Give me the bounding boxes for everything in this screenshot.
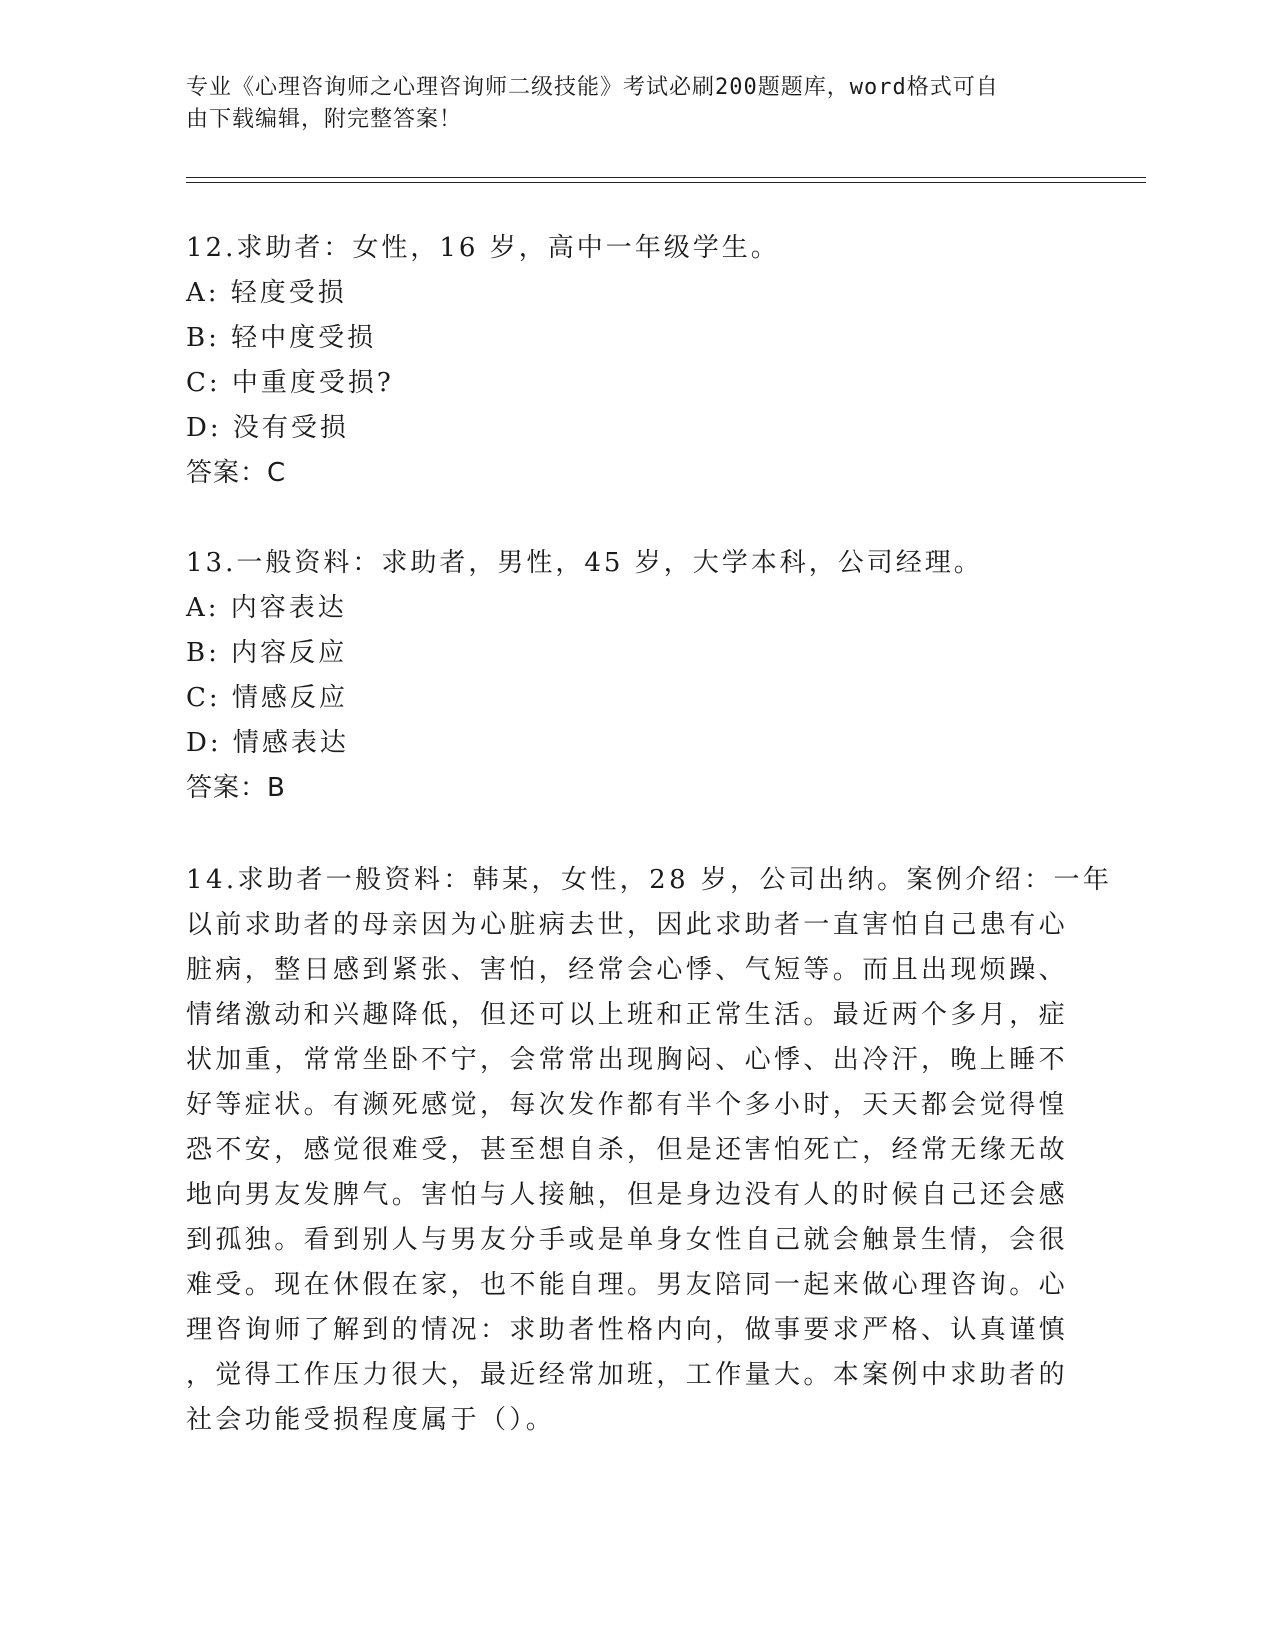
option-c: C: 中重度受损? (186, 368, 394, 398)
header-line-1: 专业《心理咨询师之心理咨询师二级技能》考试必刷200题题库，word格式可自 (186, 75, 999, 100)
question-13 (186, 541, 1086, 811)
question-stem-line: 脏病，整日感到紧张、害怕，经常会心悸、气短等。而且出现烦躁、 (186, 955, 1069, 985)
question-stem: 13.一般资料：求助者，男性，45 岁，大学本科，公司经理。 (186, 548, 983, 578)
question-stem-line: ，觉得工作压力很大，最近经常加班，工作量大。本案例中求助者的 (186, 1360, 1069, 1390)
option-b: B: 内容反应 (186, 638, 348, 668)
document-header (186, 72, 1066, 136)
question-stem-line: 到孤独。看到别人与男友分手或是单身女性自己就会触景生情，会很 (186, 1225, 1069, 1255)
question-stem: 12.求助者：女性，16 岁，高中一年级学生。 (186, 233, 780, 263)
question-14 (186, 858, 1113, 1443)
option-a: A: 轻度受损 (186, 278, 347, 308)
option-b: B: 轻中度受损 (186, 323, 377, 353)
option-d: D: 情感表达 (186, 728, 349, 758)
question-stem-line: 地向男友发脾气。害怕与人接触，但是身边没有人的时候自己还会感 (186, 1180, 1069, 1210)
question-stem-line: 难受。现在休假在家，也不能自理。男友陪同一起来做心理咨询。心 (186, 1270, 1069, 1300)
option-c: C: 情感反应 (186, 683, 348, 713)
question-stem-line: 以前求助者的母亲因为心脏病去世，因此求助者一直害怕自己患有心 (186, 910, 1069, 940)
header-divider-top (186, 177, 1146, 178)
question-stem-line: 好等症状。有濒死感觉，每次发作都有半个多小时，天天都会觉得惶 (186, 1090, 1069, 1120)
option-a: A: 内容表达 (186, 593, 347, 623)
question-stem-line: 社会功能受损程度属于（）。 (186, 1405, 556, 1435)
question-stem-line: 理咨询师了解到的情况：求助者性格内向，做事要求严格、认真谨慎 (186, 1315, 1069, 1345)
question-stem-line: 14.求助者一般资料：韩某，女性，28 岁，公司出纳。案例介绍：一年 (186, 865, 1113, 895)
answer-line: 答案：B (186, 773, 286, 803)
question-stem-line: 状加重，常常坐卧不宁，会常常出现胸闷、心悸、出冷汗，晚上睡不 (186, 1045, 1069, 1075)
question-12 (186, 226, 1086, 496)
question-stem-line: 情绪激动和兴趣降低，但还可以上班和正常生活。最近两个多月，症 (186, 1000, 1069, 1030)
answer-line: 答案：C (186, 458, 287, 488)
question-stem-line: 恐不安，感觉很难受，甚至想自杀，但是还害怕死亡，经常无缘无故 (186, 1135, 1069, 1165)
header-divider-bottom (186, 182, 1146, 183)
option-d: D: 没有受损 (186, 413, 349, 443)
header-line-2: 由下载编辑，附完整答案！ (186, 107, 463, 132)
